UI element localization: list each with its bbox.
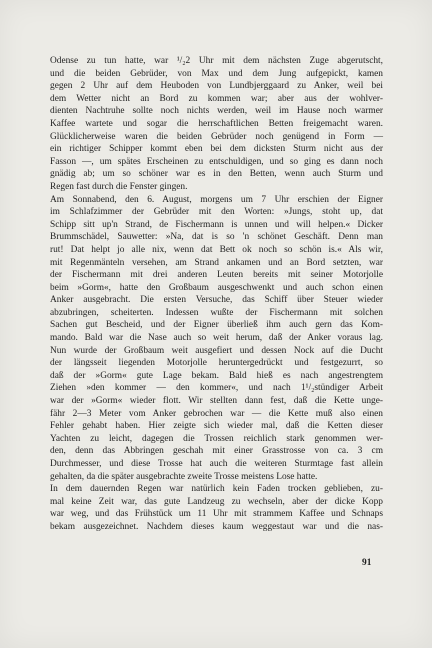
text-line: Anker ausgebracht. Die ersten Versuche, das Schiff über Steuer wieder	[50, 295, 383, 306]
text-line: Fehler gehabt haben. Hier zeigte sich wieder mal, daß die Ketten dieser	[50, 421, 383, 432]
text-line: im Schlafzimmer der Gebrüder mit den Worten: »Jungs, stoht up, dat	[50, 207, 383, 218]
text-line: Am Sonnabend, den 6. August, morgens um 7 Uhr erschien der Eigner	[50, 194, 383, 205]
text-line: der Fischermann mit drei anderen Leuten bereits mit seiner Motorjolle	[50, 270, 383, 281]
text-line: Durchmesser, und diese Trosse hat auch die weiteren Sturmtage fast allein	[50, 459, 383, 469]
text-line: war der »Gorm« wieder flott. Wir stellten dann fest, daß die Kette unge-	[50, 396, 383, 407]
text-line: gegen 2 Uhr auf dem Heuboden von Lundbjerggaard zu Anker, weil bei	[50, 81, 383, 92]
text-line: Sachen gut Bescheid, und der Eigner überließ ihm auch gern das Kom-	[50, 320, 383, 331]
text-line: In dem dauernden Regen war natürlich kein Faden trocken geblieben, zu-	[50, 484, 383, 495]
text-line: Brummschädel, Sauwetter: »Na, dat is so 'n schönet Geschäft. Denn man	[50, 232, 383, 243]
text-line: abzubringen, scheiterten. Indessen wußte der Fischermann mit solchen	[50, 307, 383, 318]
text-line: Ziehen »den kommer — den kommer«, und nach 1¹/₂stündiger Arbeit	[50, 383, 383, 394]
text-line: dem Wetter nicht an Bord zu kommen war; aber aus der wohlver-	[50, 93, 383, 104]
text-line: Fasson —, um spätes Erscheinen zu entschuldigen, und so ging es dann noch	[50, 156, 383, 167]
text-line: mal keine Zeit war, das gute Landzeug zu wechseln, aber der dicke Kopp	[50, 496, 383, 507]
body-text	[50, 55, 383, 534]
text-line: ein richtiger Schipper kommt eben bei dem dicksten Sturm nicht aus der	[50, 144, 383, 155]
text-line: beim »Gorm«, hatte den Großbaum ausgeschwenkt und auch schon einen	[50, 282, 383, 293]
text-line: Yachten zu leicht, dagegen die Trossen reichlich stark genommen wer-	[50, 433, 383, 444]
text-line: Regen fast durch die Fenster gingen.	[50, 181, 188, 192]
text-line: war weg, und das Frühstück um 11 Uhr mit strammem Kaffee und Schnaps	[50, 509, 383, 520]
text-line: und die beiden Gebrüder, von Max und dem Jung aufgepickt, kamen	[50, 68, 383, 79]
text-line: rut! Dat helpt jo alle nix, wenn dat Bett ok noch so schön is.« Als wir,	[50, 244, 383, 255]
text-line: dienten Nachtruhe sollte noch nichts werden, weil im Hause noch warmer	[50, 106, 383, 117]
text-line: der längsseit liegenden Motorjolle heruntergedrückt und festgezurrt, so	[50, 358, 383, 369]
text-line: bekam ausgezeichnet. Nachdem dieses kaum weggestaut war und die nas-	[50, 521, 383, 532]
text-line: fähr 2—3 Meter vom Anker gebrochen war — die Kette muß also einen	[50, 408, 383, 419]
text-line: Nun wurde der Großbaum weit ausgefiert und dessen Nock auf die Ducht	[50, 345, 383, 356]
text-line: Glücklicherweise waren die beiden Gebrüder noch genügend in Form —	[50, 131, 383, 142]
text-line: Odense zu tun hatte, war ¹/₂2 Uhr mit dem nächsten Zuge abgerutscht,	[50, 56, 383, 66]
page-number: 91	[362, 558, 372, 568]
text-line: den, denn das Abbringen geschah mit einer Grasstrosse von ca. 3 cm	[50, 446, 383, 457]
text-line: mit Regenmänteln versehen, am Strand ankamen und an Bord setzten, war	[50, 257, 383, 268]
text-line: gnädig ab; um so schöner war es in den Betten, wenn auch Sturm und	[50, 169, 383, 180]
text-line: daß der »Gorm« gute Lage bekam. Bald hieß es nach angestrengtem	[50, 370, 383, 381]
text-line: Schipp sitt up'n Strand, de Fischermann is unnen und will helpen.« Dicker	[50, 219, 383, 230]
text-line: mando. Bald war die Nase auch so weit herum, daß der Anker voraus lag.	[50, 333, 383, 344]
text-line: gehalten, da die später ausgebrachte zweite Trosse meistens Lose hatte.	[50, 471, 318, 482]
text-line: Kaffee wartete und sogar die herrschaftlichen Betten freigemacht waren.	[50, 118, 383, 129]
